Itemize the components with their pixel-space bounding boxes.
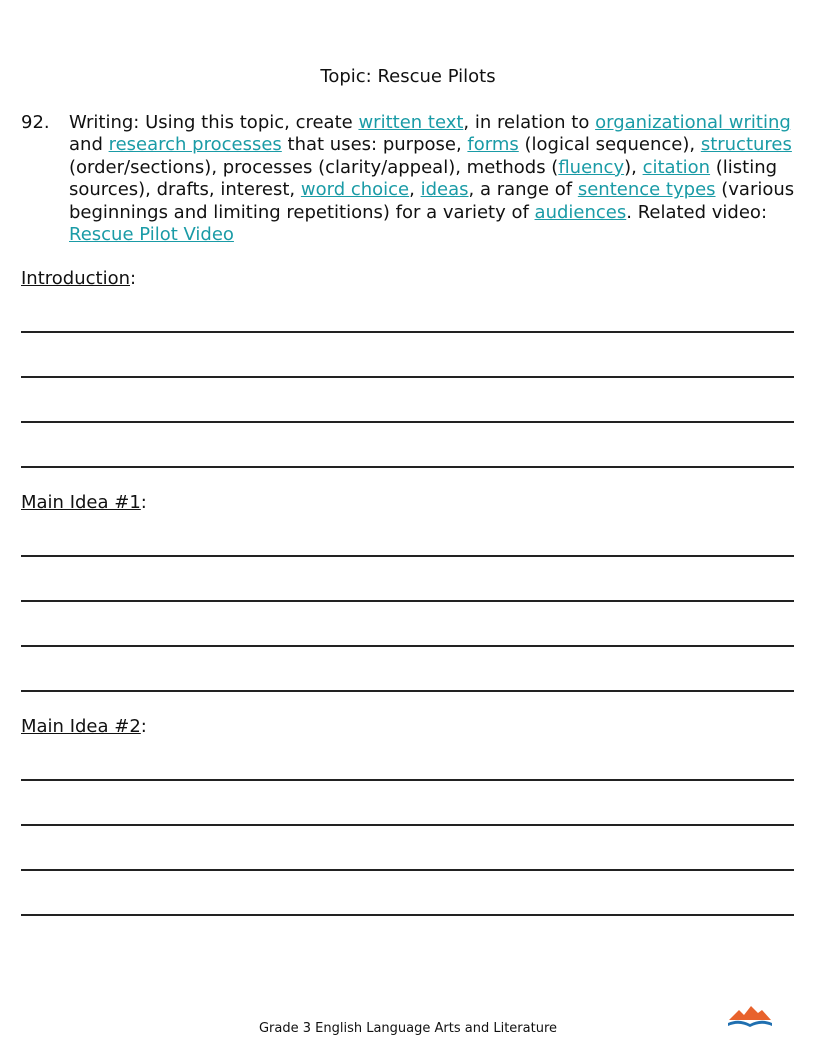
prompt-text-segment: (various beginnings and limiting repetitions) for a variety of [69,179,795,223]
prompt-text [69,112,796,246]
section-heading [21,268,796,290]
page-title: Topic: Rescue Pilots [320,66,496,87]
answer-line[interactable] [21,555,794,557]
prompt-text-segment: . Related video: [626,201,768,223]
prompt-link-structures[interactable]: structures [700,134,792,156]
answer-line[interactable] [21,645,794,647]
prompt-link-ideas[interactable]: ideas [420,179,469,201]
answer-line[interactable] [21,331,794,333]
section-main-idea-1 [21,492,796,514]
prompt-link-organizational-writing[interactable]: organizational writing [595,112,791,133]
prompt-link-audiences[interactable]: audiences [534,201,627,223]
page-footer: Grade 3 English Language Arts and Literature [258,1021,558,1036]
section-heading [21,716,796,738]
prompt-text-segment: Writing: Using this topic, create [69,112,359,133]
prompt-link-fluency[interactable]: fluency [558,156,625,178]
prompt-text-segment: (listing sources), drafts, interest, [69,156,778,201]
section-heading-colon: : [140,492,147,513]
section-heading-label: Main Idea #2 [21,716,141,737]
prompt-link-rescue-pilot-video[interactable]: Rescue Pilot Video [69,224,234,246]
prompt-text-segment: ), [624,156,643,178]
answer-line[interactable] [21,779,794,781]
prompt-link-research-processes[interactable]: research processes [108,134,282,156]
answer-line[interactable] [21,466,794,468]
prompt-link-citation[interactable]: citation [642,156,711,178]
prompt-link-sentence-types[interactable]: sentence types [577,179,716,201]
prompt-text-segment: , a range of [468,179,578,201]
section-heading [21,492,796,514]
prompt-text-segment: , [409,179,421,201]
answer-line[interactable] [21,376,794,378]
prompt-text-segment: , in relation to [463,112,596,133]
answer-line[interactable] [21,914,794,916]
prompt-link-forms[interactable]: forms [467,134,519,156]
section-introduction [21,268,796,290]
prompt-number: 92. [21,112,50,133]
prompt-text-segment: (logical sequence), [518,134,701,156]
prompt-link-word-choice[interactable]: word choice [300,179,410,201]
section-heading-label: Main Idea #1 [21,492,141,513]
section-heading-colon: : [140,716,147,737]
answer-line[interactable] [21,600,794,602]
answer-line[interactable] [21,421,794,423]
section-heading-colon: : [130,268,137,289]
answer-line[interactable] [21,824,794,826]
prompt-link-written-text[interactable]: written text [358,112,464,133]
section-heading-label: Introduction [21,268,131,289]
prompt-text-segment: and [69,134,109,156]
mountain-book-logo-icon [727,1002,773,1030]
answer-line[interactable] [21,869,794,871]
writing-prompt [21,112,796,246]
prompt-text-segment: that uses: purpose, [281,134,468,156]
answer-line[interactable] [21,690,794,692]
section-main-idea-2 [21,716,796,738]
prompt-text-segment: (order/sections), processes (clarity/appeal), methods ( [69,156,559,178]
